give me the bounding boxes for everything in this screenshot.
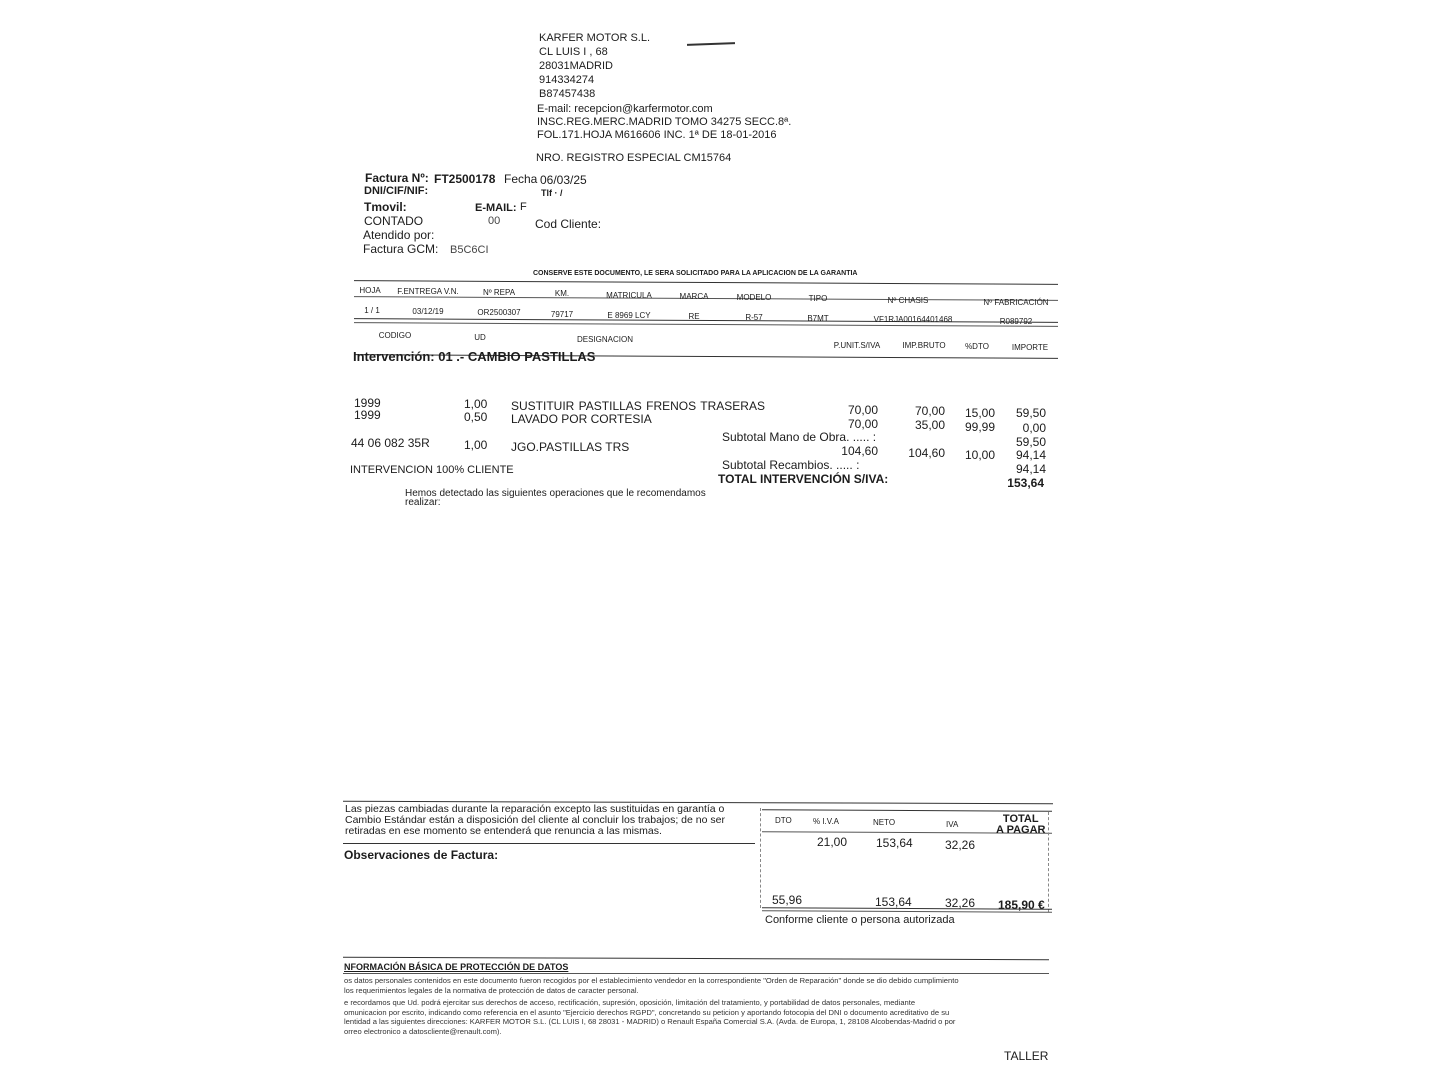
sum-th-iva: IVA [946,820,959,829]
th-marca: MARCA [679,292,709,301]
parts-notice-1: Las piezas cambiadas durante la reparación excepto las sustituidas en garantía o [345,803,725,815]
td-hoja: 1 / 1 [364,306,380,315]
td-matricula: E 8969 LCY [607,311,651,320]
td-km: 79717 [550,310,574,319]
invoice-number: FT2500178 [434,172,496,186]
th-tipo: TIPO [808,294,828,303]
summary-top-rule [762,809,1052,812]
intervention-title-text: Intervención: 01 .- CAMBIO PASTILLAS [353,349,596,364]
attended-by-label: Atendido por: [363,228,435,242]
company-registry-2: FOL.171.HOJA M616606 INC. 1ª DE 18-01-2016 [537,129,777,141]
line-unit: 104,60 [841,444,878,458]
company-special-registry: NRO. REGISTRO ESPECIAL CM15764 [536,152,732,164]
line-amount: 59,50 [1015,406,1046,420]
sum-neto: 153,64 [876,836,913,850]
recommend-line-1: Hemos detectado las siguientes operaciones que le recomendamos [405,488,706,499]
sum-th-dto: DTO [775,816,792,825]
privacy-line: e recordamos que Ud. podrá ejercitar sus derechos de acceso, rectificación, supresión, oposición, limitación del tratamiento, y portabilidad de datos personales, mediante [344,998,916,1007]
summary-bottom-rule [762,907,1052,910]
th-importe: IMPORTE [1011,343,1049,352]
payment-method: CONTADO [364,214,424,228]
dni-label: DNI/CIF/NIF: [364,185,429,197]
taller-label: TALLER [1004,1049,1049,1063]
th-entrega: F.ENTREGA V.N. [397,287,459,296]
total-to-pay: 185,90 € [998,898,1045,912]
td-marca: RE [688,312,700,321]
summary-left-border [760,808,761,908]
th-km: KM. [554,289,570,298]
th-punit: P.UNIT.S/IVA [833,341,881,350]
sum-iva-pct: 21,00 [817,835,848,849]
gcm-label: Factura GCM: [363,242,439,256]
company-city: 28031MADRID [539,60,613,72]
email-value: F [520,201,527,213]
th-chasis: Nº CHASIS [887,296,929,305]
total-intervention: 153,64 [1007,476,1044,490]
company-email: E-mail: recepcion@karfermotor.com [537,103,713,115]
line-unit: 70,00 [847,417,878,431]
td-tipo: B7MT [807,314,829,323]
privacy-title-rule [343,973,1049,974]
line-code: 1999 [354,408,381,422]
line-qty: 0,50 [464,410,488,424]
privacy-line: los requerimientos legales de la normativa de protección de datos de caracter personal. [344,985,639,995]
observations-label: Observaciones de Factura: [344,848,499,862]
th-fabricacion: Nº FABRICACIÓN [983,298,1049,307]
line-gross: 70,00 [914,404,945,418]
subtotal-labor-label: Subtotal Mano de Obra. ..... : [722,430,877,444]
line-amount: 94,14 [1015,448,1046,462]
line-desc: SUSTITUIR PASTILLAS FRENOS TRASERAS [511,399,765,413]
th-hoja: HOJA [359,286,381,295]
subtotal-parts-label: Subtotal Recambios. ..... : [722,458,860,472]
company-name: KARFER MOTOR S.L. [539,32,651,44]
mobile-label: Tmovil: [364,200,407,214]
line-dto: 10,00 [964,448,995,462]
invoice-date: 06/03/25 [540,173,587,187]
line-dto: 15,00 [964,406,995,420]
sum-th-total-2: A PAGAR [996,824,1046,836]
td-repa: OR2500307 [477,308,521,317]
line-qty: 1,00 [464,438,488,452]
td-modelo: R-57 [745,313,763,322]
privacy-line: lentidad a las siguientes direcciones: KARFER MOTOR S.L. (CL LUIS I, 68 28031 - MADRID) o Renault España Comercial S.A. (Avda. de Europa, 1, 28108 Alcobendas-Madrid o por [344,1017,956,1026]
line-code: 1999 [354,396,381,410]
company-registry-1: INSC.REG.MERC.MADRID TOMO 34275 SECC.8ª. [537,116,792,128]
sum-th-neto: NETO [873,818,896,827]
th-ud: UD [474,333,486,342]
td-chasis: VF1RJA00164401468 [873,315,953,324]
th-dto: %DTO [965,342,989,351]
summary-right-border [1048,812,1049,912]
privacy-text [344,976,959,1036]
client-note: INTERVENCION 100% CLIENTE [350,464,514,476]
sum-th-total [996,814,1046,836]
total-intervention-label: TOTAL INTERVENCIÓN S/IVA: [718,472,889,486]
line-amount: 0,00 [1022,421,1046,435]
recommend-line-2: realizar: [405,497,441,508]
sum-total-neto: 153,64 [875,895,912,909]
privacy-title: NFORMACIÓN BÁSICA DE PROTECCIÓN DE DATOS [344,962,569,972]
subtotal-labor: 59,50 [1015,435,1046,449]
sum-th-iva-pct: % I.V.A [813,817,839,826]
gcm-value: B5C6CI [450,244,489,256]
intervention-title [353,349,595,364]
privacy-line: os datos personales contenidos en este documento fueron recogidos por el establecimiento vendedor en la correspondiente "Orden de Reparación" donde se dio debido cumplimiento [344,976,959,985]
company-address: CL LUIS I , 68 [539,46,608,58]
line-gross: 35,00 [914,418,945,432]
line-unit: 70,00 [847,403,878,417]
privacy-line: omunicacion por escrito, indicando como referencia en el asunto "Ejercicio derechos RGPD", concretando su peticion y aportando fotocopia del DNI o documento acreditativo de su [344,1007,950,1017]
tlf-label: Tlf · / [541,188,563,198]
td-fabricacion: R089792 [999,317,1033,326]
parts-notice [345,804,757,837]
email-label: E-MAIL: [475,202,517,214]
company-phone: 914334274 [539,74,595,86]
line-qty: 1,00 [464,397,488,411]
conforme-label: Conforme cliente o persona autorizada [765,914,955,926]
privacy-line: orreo electronico a datoscliente@renault.com). [344,1026,502,1036]
th-impbruto: IMP.BRUTO [902,341,946,350]
client-code-label: Cod Cliente: [535,217,602,231]
subtotal-parts: 94,14 [1015,462,1046,476]
parts-notice-2: Cambio Estándar están a disposición del cliente al concluir los trabajos; de no ser [345,814,725,826]
notice-bottom-rule [343,843,755,844]
warranty-notice: CONSERVE ESTE DOCUMENTO, LE SERA SOLICITADO PARA LA APLICACION DE LA GARANTIA [533,270,858,277]
line-dto: 99,99 [964,420,995,434]
sum-total-dto: 55,96 [772,893,803,907]
scan-mark [687,42,735,46]
line-code: 44 06 082 35R [351,436,430,450]
th-codigo: CODIGO [378,331,412,340]
th-designacion: DESIGNACION [576,335,633,344]
invoice-date-label: Fecha [504,172,538,186]
company-cif: B87457438 [539,88,596,100]
line-desc: JGO.PASTILLAS TRS [511,440,630,454]
payment-code: 00 [488,215,501,227]
sum-total-iva: 32,26 [945,896,976,910]
parts-notice-3: retiradas en ese momento se entenderá que renuncia a las mismas. [345,825,662,837]
th-matricula: MATRICULA [606,291,652,300]
th-modelo: MODELO [736,293,772,302]
invoice-number-label: Factura Nº: [365,171,429,185]
line-desc: LAVADO POR CORTESIA [511,412,652,426]
sum-th-total-1: TOTAL [1002,813,1039,825]
table-border-top [354,280,1058,285]
summary-bottom-rule-2 [762,910,1052,913]
sum-iva: 32,26 [945,838,976,852]
line-gross: 104,60 [908,446,945,460]
privacy-top-rule [343,957,1049,960]
th-repa: Nº REPA [482,288,516,297]
td-entrega: 03/12/19 [412,307,444,316]
